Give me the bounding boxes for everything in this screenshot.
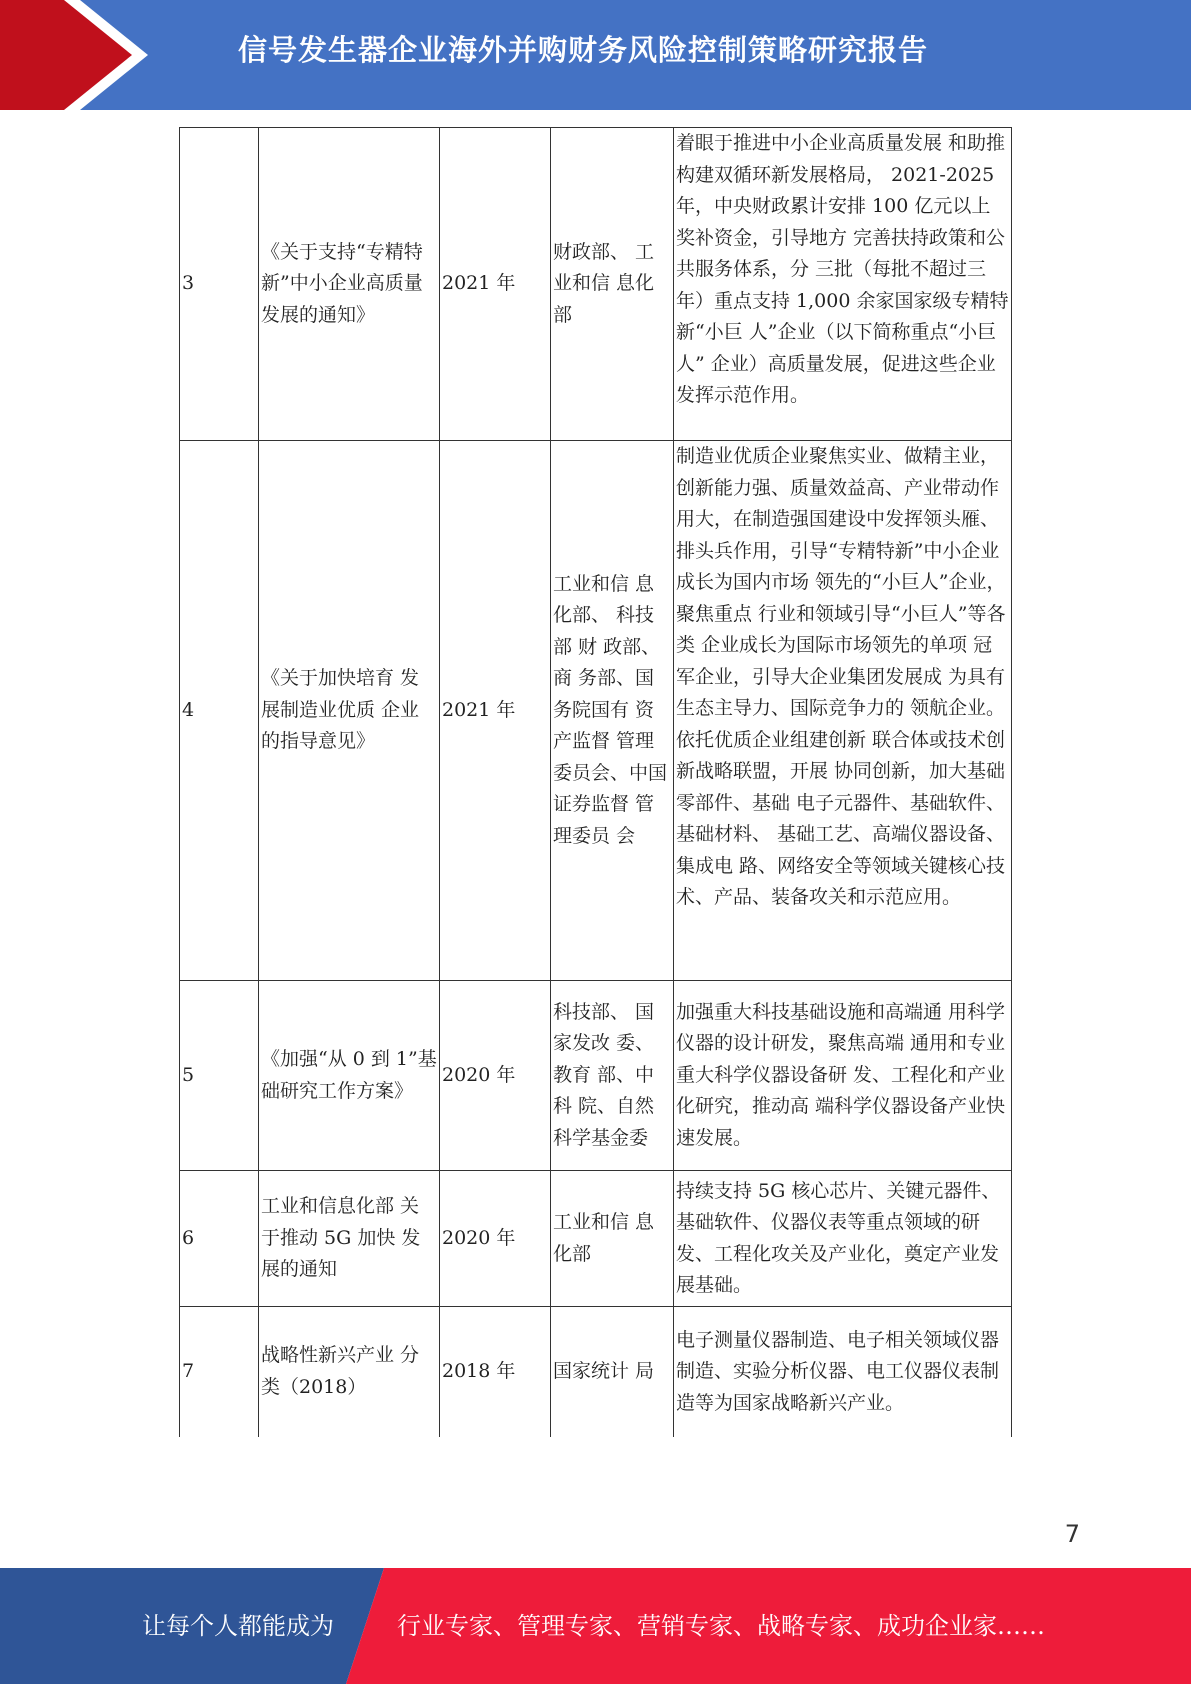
- row-number: 3: [180, 128, 259, 441]
- policy-year: 2018 年: [440, 1307, 551, 1437]
- policy-content: 电子测量仪器制造、电子相关领域仪器制造、实验分析仪器、电工仪器仪表制造等为国家战略新兴产业。: [674, 1307, 1012, 1437]
- table-row: [180, 441, 1012, 981]
- policy-content: 着眼于推进中小企业高质量发展 和助推构建双循环新发展格局， 2021-2025 年，中央财政累计安排 100 亿元以上奖补资金，引导地方 完善扶持政策和公共服务体系，分 三批（每批不超过三年）重点支持 1,000 余家国家级专精特新“小巨 人”企业（以下简称重点“小巨人” 企业）高质量发展，促进这些企业 发挥示范作用。: [674, 128, 1012, 441]
- policy-year: 2020 年: [440, 1171, 551, 1307]
- policy-content: 持续支持 5G 核心芯片、关键元器件、基础软件、仪器仪表等重点领域的研发、工程化攻关及产业化，奠定产业发展基础。: [674, 1171, 1012, 1307]
- table-row: [180, 128, 1012, 441]
- row-number: 4: [180, 441, 259, 981]
- page-footer: [0, 1568, 1191, 1684]
- policy-title: 《关于支持“专精特新”中小企业高质量发展的通知》: [259, 128, 440, 441]
- policy-title: 《关于加快培育 发展制造业优质 企业的指导意见》: [259, 441, 440, 981]
- page-number: 7: [1064, 1520, 1080, 1548]
- row-number: 6: [180, 1171, 259, 1307]
- issuing-department: 财政部、 工业和信 息化部: [551, 128, 674, 441]
- footer-slogan-left: 让每个人都能成为: [142, 1612, 334, 1640]
- table-row: [180, 1171, 1012, 1307]
- header-chevron-decoration: [0, 0, 150, 110]
- row-number: 5: [180, 981, 259, 1171]
- issuing-department: 国家统计 局: [551, 1307, 674, 1437]
- policy-title: 战略性新兴产业 分类（2018）: [259, 1307, 440, 1437]
- issuing-department: 工业和信 息化部、 科技部 财 政部、商 务部、国 务院国有 资产监督 管理委员会、中国 证券监督 管理委员 会: [551, 441, 674, 981]
- policy-year: 2021 年: [440, 128, 551, 441]
- issuing-department: 工业和信 息化部: [551, 1171, 674, 1307]
- report-title: 信号发生器企业海外并购财务风险控制策略研究报告: [238, 33, 929, 67]
- policy-content: 加强重大科技基础设施和高端通 用科学仪器的设计研发，聚焦高端 通用和专业重大科学仪器设备研 发、工程化和产业化研究，推动高 端科学仪器设备产业快速发展。: [674, 981, 1012, 1171]
- policy-title: 《加强“从 0 到 1”基础研究工作方案》: [259, 981, 440, 1171]
- row-number: 7: [180, 1307, 259, 1437]
- policy-content: 制造业优质企业聚焦实业、做精主业，创新能力强、质量效益高、产业带动作用大，在制造强国建设中发挥领头雁、排头兵作用，引导“专精特新”中小企业成长为国内市场 领先的“小巨人”企业，聚焦重点 行业和领域引导“小巨人”等各类 企业成长为国际市场领先的单项 冠军企业，引导大企业集团发展成 为具有生态主导力、国际竞争力的 领航企业。依托优质企业组建创新 联合体或技术创新战略联盟，开展 协同创新，加大基础零部件、基础 电子元器件、基础软件、基础材料、 基础工艺、高端仪器设备、集成电 路、网络安全等领域关键核心技 术、产品、装备攻关和示范应用。: [674, 441, 1012, 981]
- policy-year: 2020 年: [440, 981, 551, 1171]
- page-header: [0, 0, 1191, 110]
- issuing-department: 科技部、 国家发改 委、教育 部、中科 院、自然 科学基金委: [551, 981, 674, 1171]
- footer-slogan-right: 行业专家、管理专家、营销专家、战略专家、成功企业家……: [397, 1612, 1045, 1640]
- table-row: [180, 981, 1012, 1171]
- policy-table: [179, 127, 1012, 1437]
- table-row: [180, 1307, 1012, 1437]
- policy-year: 2021 年: [440, 441, 551, 981]
- policy-title: 工业和信息化部 关于推动 5G 加快 发展的通知: [259, 1171, 440, 1307]
